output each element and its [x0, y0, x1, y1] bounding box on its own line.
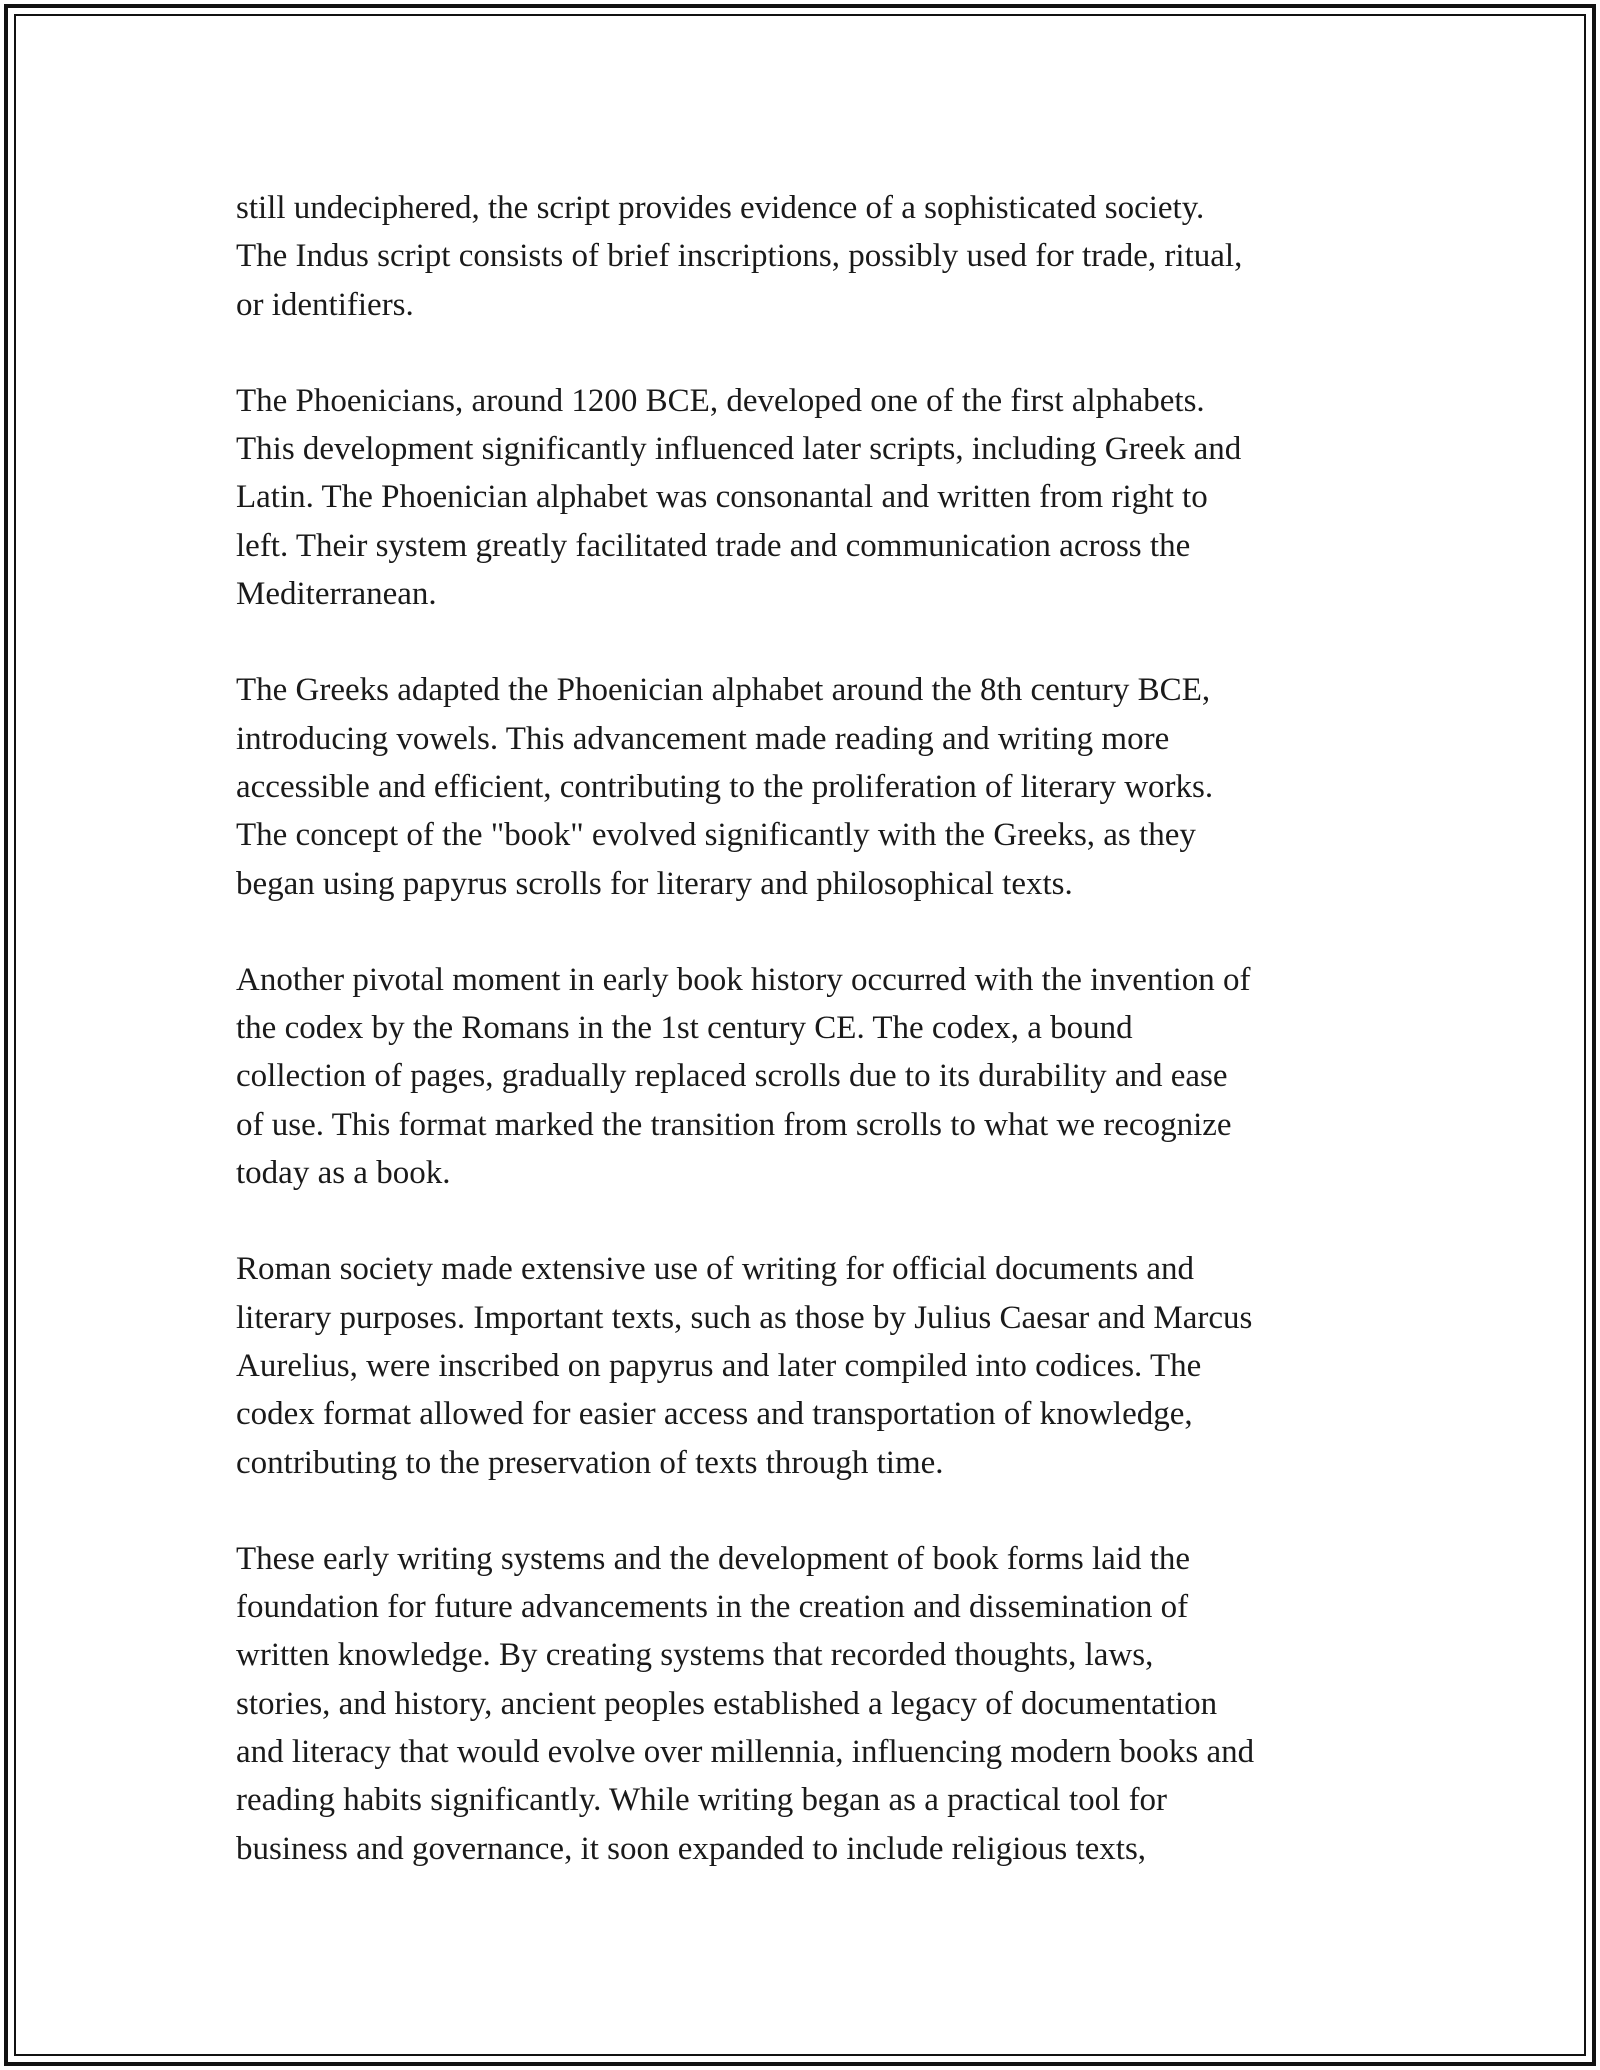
text-line: and literacy that would evolve over millennia, influencing modern books and: [236, 1734, 1255, 1771]
page-body: [236, 184, 1376, 1921]
text-line: still undeciphered, the script provides evidence of a sophisticated society.: [236, 190, 1205, 226]
text-line: business and governance, it soon expanded to include religious texts,: [236, 1830, 1147, 1867]
text-line: left. Their system greatly facilitated trade and communication across the: [236, 527, 1191, 564]
text-line: foundation for future advancements in the creation and dissemination of: [236, 1589, 1189, 1626]
text-line: literary purposes. Important texts, such as those by Julius Caesar and Marcus: [236, 1299, 1253, 1336]
text-line: today as a book.: [236, 1155, 451, 1192]
text-line: collection of pages, gradually replaced scrolls due to its durability and ease: [236, 1058, 1228, 1095]
text-line: written knowledge. By creating systems that recorded thoughts, laws,: [236, 1637, 1154, 1674]
paragraph-indus-script: [236, 184, 1376, 329]
paragraph-phoenicians: [236, 377, 1376, 618]
text-line: The Phoenicians, around 1200 BCE, developed one of the first alphabets.: [236, 382, 1205, 419]
text-line: The concept of the "book" evolved significantly with the Greeks, as they: [236, 817, 1196, 854]
paragraph-codex: [236, 956, 1376, 1197]
text-line: These early writing systems and the development of book forms laid the: [236, 1540, 1191, 1577]
text-line: or identifiers.: [236, 286, 414, 323]
text-line: the codex by the Romans in the 1st century CE. The codex, a bound: [236, 1010, 1133, 1047]
text-line: This development significantly influenced later scripts, including Greek and: [236, 431, 1242, 468]
paragraph-greeks: [236, 666, 1376, 907]
text-line: Aurelius, were inscribed on papyrus and later compiled into codices. The: [236, 1347, 1202, 1384]
text-line: introducing vowels. This advancement made reading and writing more: [236, 720, 1170, 757]
text-line: reading habits significantly. While writing began as a practical tool for: [236, 1782, 1168, 1819]
text-line: The Indus script consists of brief inscriptions, possibly used for trade, ritual,: [236, 238, 1243, 275]
text-line: began using papyrus scrolls for literary and philosophical texts.: [236, 865, 1073, 902]
text-line: Another pivotal moment in early book history occurred with the invention of: [236, 961, 1251, 998]
paragraph-legacy: [236, 1535, 1376, 1873]
text-line: of use. This format marked the transition from scrolls to what we recognize: [236, 1106, 1232, 1143]
text-line: The Greeks adapted the Phoenician alphabet around the 8th century BCE,: [236, 672, 1211, 709]
paragraph-roman-society: [236, 1245, 1376, 1486]
text-line: Mediterranean.: [236, 576, 437, 613]
text-line: Latin. The Phoenician alphabet was consonantal and written from right to: [236, 479, 1208, 516]
text-line: contributing to the preservation of texts through time.: [236, 1444, 944, 1481]
text-line: accessible and efficient, contributing to the proliferation of literary works.: [236, 768, 1214, 805]
text-line: stories, and history, ancient peoples established a legacy of documentation: [236, 1685, 1218, 1722]
text-line: codex format allowed for easier access and transportation of knowledge,: [236, 1396, 1193, 1433]
text-line: Roman society made extensive use of writing for official documents and: [236, 1251, 1194, 1288]
